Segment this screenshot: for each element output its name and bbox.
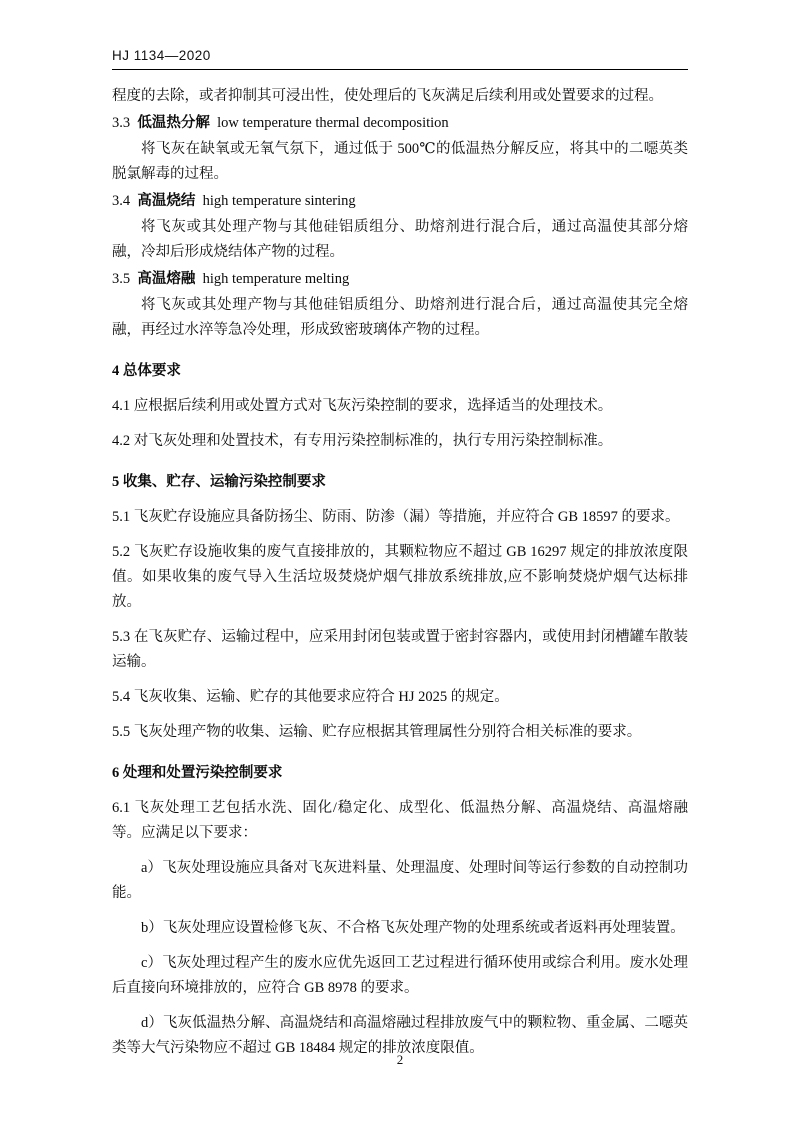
term-heading	[112, 267, 688, 292]
term-number: 3.5	[112, 271, 131, 287]
paragraph: 4.1 应根据后续利用或处置方式对飞灰污染控制的要求，选择适当的处理技术。	[112, 398, 613, 414]
page-number: 2	[396, 1052, 404, 1067]
paragraph: 程度的去除，或者抑制其可浸出性，使处理后的飞灰满足后续利用或处置要求的过程。	[112, 88, 663, 104]
term-number: 3.3	[112, 115, 131, 131]
term-heading	[112, 111, 688, 136]
term-name-cn: 低温热分解	[137, 115, 210, 131]
page-header: HJ 1134—2020	[112, 48, 211, 63]
term-name-en: low temperature thermal decomposition	[217, 115, 449, 131]
clause-heading: 6 处理和处置污染控制要求	[112, 765, 283, 781]
paragraph: 5.4 飞灰收集、运输、贮存的其他要求应符合 HJ 2025 的规定。	[112, 689, 509, 705]
term-name-cn: 高温熔融	[137, 271, 196, 287]
paragraph: 将飞灰在缺氧或无氧气氛下，通过低于 500℃的低温热分解反应，将其中的二噁英类脱氯解毒的过程。	[112, 141, 688, 182]
term-name-en: high temperature sintering	[202, 193, 356, 209]
header-divider	[112, 69, 688, 70]
list-item: c）飞灰处理过程产生的废水应优先返回工艺过程进行循环使用或综合利用。废水处理后直接向环境排放的，应符合 GB 8978 的要求。	[112, 955, 688, 996]
term-number: 3.4	[112, 193, 131, 209]
list-item: d）飞灰低温热分解、高温烧结和高温熔融过程排放废气中的颗粒物、重金属、二噁英类等大气污染物应不超过 GB 18484 规定的排放浓度限值。	[112, 1015, 688, 1056]
paragraph: 5.5 飞灰处理产物的收集、运输、贮存应根据其管理属性分别符合相关标准的要求。	[112, 724, 642, 740]
list-item: a）飞灰处理设施应具备对飞灰进料量、处理温度、处理时间等运行参数的自动控制功能。	[112, 860, 688, 901]
paragraph: 6.1 飞灰处理工艺包括水洗、固化/稳定化、成型化、低温热分解、高温烧结、高温熔融等。应满足以下要求：	[112, 800, 688, 841]
clause-heading: 4 总体要求	[112, 363, 181, 379]
paragraph: 5.3 在飞灰贮存、运输过程中，应采用封闭包装或置于密封容器内，或使用封闭槽罐车散装运输。	[112, 629, 688, 670]
paragraph: 将飞灰或其处理产物与其他硅铝质组分、助熔剂进行混合后，通过高温使其完全熔融，再经过水淬等急冷处理，形成致密玻璃体产物的过程。	[112, 297, 688, 338]
term-name-cn: 高温烧结	[137, 193, 196, 209]
list-item: b）飞灰处理应设置检修飞灰、不合格飞灰处理产物的处理系统或者返料再处理装置。	[141, 920, 685, 936]
paragraph: 将飞灰或其处理产物与其他硅铝质组分、助熔剂进行混合后，通过高温使其部分熔融，冷却后形成烧结体产物的过程。	[112, 219, 688, 260]
term-name-en: high temperature melting	[202, 271, 350, 287]
clause-heading: 5 收集、贮存、运输污染控制要求	[112, 474, 326, 490]
term-heading	[112, 189, 688, 214]
paragraph: 4.2 对飞灰处理和处置技术，有专用污染控制标准的，执行专用污染控制标准。	[112, 433, 613, 449]
paragraph: 5.1 飞灰贮存设施应具备防扬尘、防雨、防渗（漏）等措施，并应符合 GB 18597 的要求。	[112, 509, 680, 525]
paragraph: 5.2 飞灰贮存设施收集的废气直接排放的，其颗粒物应不超过 GB 16297 规定的排放浓度限值。如果收集的废气导入生活垃圾焚烧炉烟气排放系统排放,应不影响焚烧炉烟气达标排放。	[112, 544, 688, 610]
page-content	[112, 48, 688, 1062]
